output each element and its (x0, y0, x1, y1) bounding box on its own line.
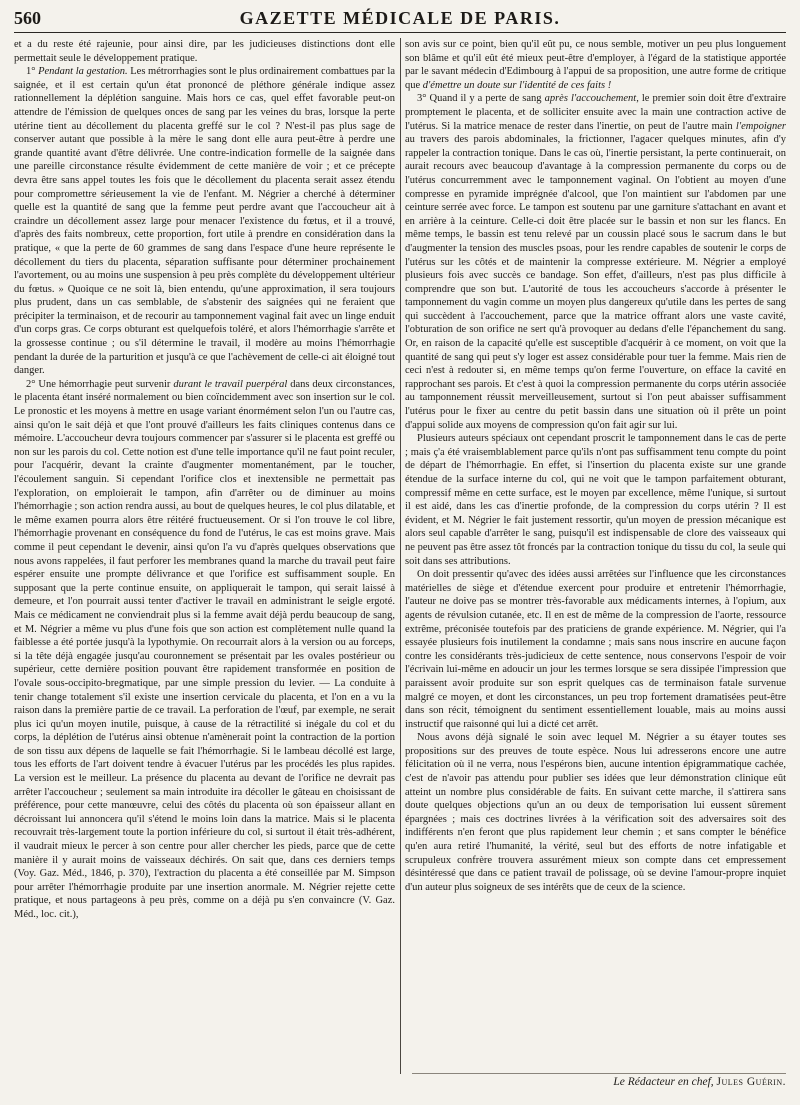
journal-title: GAZETTE MÉDICALE DE PARIS. (239, 8, 561, 28)
paragraph-text: son avis sur ce point, bien qu'il eût pu, ce nous semble, motiver un peu plus longuement son blâme et qu'il eût été mieux peut-être d'employer, à l'égard de la statistique apportée par le savant médecin d'Edimbourg à l'appui de sa proposition, une autre forme de critique que (405, 39, 786, 91)
section-heading-after-delivery: après l'accouchement (544, 93, 637, 105)
paragraph-number: 1° (26, 66, 39, 78)
section-heading-gestation: Pendant la gestation. (38, 66, 128, 78)
page-number: 560 (14, 8, 41, 28)
paragraph-continuation (405, 38, 786, 92)
paragraph-tamponnement: Plusieurs auteurs spéciaux ont cependant proscrit le tamponnement dans le cas de perte ; mais ç'a été vraisemblablement parce qu'ils n'ont pas suffisamment tenu compte du point de départ de l'hémorrhagie. En effet, si l'insertion du placenta existe sur une grande étendue de la surface interne du col, qui ne voit que le tampon parfaitement obturant, compressif même en cette surface, est le moyen par excellence, même l'unique, si surtout il est aidé, dans les cas d'inertie profonde, de la compression du corps utérin ? Il est évident, et M. Négrier le fait justement ressortir, qu'un moyen de pression mécanique est alors seul capable d'arrêter le sang, puisqu'il est indispensable de clore des vaisseaux qui ne peuvent pas être assez tôt froncés par la contraction tonique du tissu du col, la seule qui soit dans ses attributions. (405, 433, 786, 567)
paragraph-after-delivery (405, 92, 786, 432)
emphasis-text: d'émettre un doute sur l'identité de ces faits ! (422, 79, 612, 91)
article-columns (14, 38, 786, 1074)
section-heading-labour: durant le travail puerpéral (173, 378, 288, 390)
paragraph-text: 2° Une hémorrhagie peut survenir (26, 378, 174, 390)
left-column (14, 38, 395, 1074)
paragraph-text: Les métrorrhagies sont le plus ordinairement combattues par la saignée, et il est certain qu'un état prononcé de pléthore générale indique assez rationnellement la déplétion sanguine. Mais hors ce cas, quel effet favorable peut-on attendre de l'émission de quelques onces de sang par les veines du bras, lorsque la perte utérine tient au décollement du placenta greffé sur le col ? N'est-il pas plus sage de conserver autant que possible à la mère le sang dont elle aura peut-être à perdre une grande quantité avant d'être délivrée. Une contre-indication formelle de la saignée dans une pareille circonstance résulte évidemment de cette manière de voir ; et ce précepte devra être sans appel toutes les fois que le décollement du placenta serait assez étendu pour compromettre sérieusement la vie de l'enfant. M. Négrier a cherché à déterminer quelle est la quantité de sang que la femme peut perdre avant que l'accoucheur ait à craindre un décollement assez large pour menacer l'existence du fœtus, et il a trouvé, d'après des faits nombreux, cette proportion, fort utile à prendre en considération dans la pratique, « que la perte de 60 grammes de sang dans l'espace d'une heure représente le décollement du tiers du placenta, séparation suffisante pour déterminer prochainement l'avortement, ou au moins une suspension à peu près complète du développement ultérieur du fœtus. » Quoique ce ne soit là, bien entendu, qu'une approximation, il sera toujours plus prudent, dans un cas semblable, de s'abstenir des saignées qui ne feraient que précipiter la terminaison, et de recourir au tamponnement vaginal fait avec un linge enduit d'un corps gras. Ce corps obturant est quelquefois toléré, et alors l'hémorrhagie s'arrête et la grossesse continue ; ou s'il détermine le travail, il modère au moins l'hémorrhagie pendant la durée de la parturition et jusqu'à ce que l'achèvement de celle-ci ait éloigné tout danger. (14, 66, 395, 377)
signature-role: Le Rédacteur en chef, (613, 1076, 714, 1088)
masthead (14, 8, 786, 33)
paragraph-text: dans deux circonstances, le placenta étant inséré normalement ou bien coïncidemment avec son insertion sur le col. Le pronostic et les moyens à mettre en usage variant énormément selon l'un ou l'autre cas, ainsi qu'on le sait déjà et que l'ont prouvé d'ailleurs les faits cliniques contenus dans ce mémoire. L'accoucheur devra toujours commencer par s'assurer si le placenta est greffé ou non sur les parois du col. Cette notion est d'une telle importance qu'il ne faut point reculer, pour l'acquérir, devant la crainte d'augmenter momentanément, par le toucher, l'écoulement sanguin. Si cependant l'orifice clos et inextensible ne permettait pas l'exploration, on emploierait le tampon, afin d'arrêter ou de diminuer au moins l'hémorrhagie ; son action rendra aussi, au bout de quelques heures, le col plus dilatable, et le même examen pourra alors être réitéré fructueusement. Or si l'on trouve le col libre, l'hémorrhagie provenant en conséquence du fond de l'utérus, le cas est moins grave. Mais comme il peut cependant le devenir, ainsi qu'on l'a vu d'après quelques observations que nous avons rappelées, il faut perforer les membranes quand la marche du travail peut faire espérer ensuite une prompte délivrance et que l'orifice est suffisamment souple. En supposant que la perte continue ensuite, on appliquerait le tampon, qui serait laissé à demeure, et l'on pourrait aussi tenter d'activer le travail en administrant le seigle ergoté. Mais ce médicament ne conviendrait plus si la femme avait déjà perdu beaucoup de sang, et M. Négrier a même vu plus d'une fois que son action est complètement nulle quand la faiblesse a été portée jusqu'à la lypothymie. On recourrait alors à la version ou au forceps, si la tête déjà engagée jusqu'au couronnement se présentait par les ovales postérieur ou supérieur, cette dernière position pouvant être rapidement transformée en position de l'ovale sous-occipito-bregmatique, par une simple pression du levier. — La conduite à tenir change totalement s'il existe une insertion cervicale du placenta, et l'on en a vu la raison dans la première partie de ce travail. La perforation de l'œuf, par exemple, ne serait plus ici qu'un moyen inutile, puisque, à cause de la rétractilité si inégale du col et du corps, la déplétion de l'utérus ainsi obtenue n'amènerait point la contraction de la portion de son tissu aux dépens de laquelle se fait l'hémorrhagie. Si le lambeau décollé est large, tous les efforts de l'art doivent tendre à évacuer l'utérus par les procédés les plus rapides. La version est le meilleur. La présence du placenta au devant de l'orifice ne devrait pas arrêter l'accoucheur ; seulement sa main introduite ira décoller le gâteau en choisissant de préférence, pour cette manœuvre, celui des côtés du placenta où son épaisseur allant en décroissant lui annoncera qu'il s'étend le moins loin dans la matrice. Mais si le placenta recouvrait très-largement toute la portion inférieure du col, si surtout il était très-adhérent, il vaudrait mieux le percer à son centre pour aller chercher les pieds, parce que de cette manière il y aurait moins de vaisseaux déchirés. On sait que, dans ces derniers temps (Voy. Gaz. Méd., 1846, p. 370), l'extraction du placenta a été conseillée par M. Simpson pour arrêter l'hémorrhagie produite par une insertion anormale. M. Négrier rejette cette pratique, et nous partageons à peu près, comme on a déjà pu s'en convaincre (V. Gaz. Méd., loc. cit.), (14, 378, 395, 920)
paragraph-text: , le premier soin doit être d'extraire promptement le placenta, et de solliciter ensuite avec la main une contraction active de l'utérus. Si la matrice menace de rester dans l'inertie, on peut de l'autre main (405, 93, 786, 132)
paragraph-gestation (14, 65, 395, 378)
paragraph-labour (14, 378, 395, 922)
editor-signature (412, 1073, 786, 1088)
column-divider (400, 38, 401, 1074)
paragraph-medications: On doit pressentir qu'avec des idées aussi arrêtées sur l'influence que les circonstances matérielles de siège et d'étendue exercent pour produire et entretenir l'hémorrhagie, l'auteur ne doive pas se montrer très-favorable aux médicaments internes, à l'opium, aux agents de révulsion cutanée, etc. Il en est de même de la compression de l'aorte, ressource extrême, préconisée toutefois par des praticiens de grande expérience. M. Négrier, qui l'a essayée plusieurs fois inutilement la condamne ; mais sans nous inscrire en aucune façon contre les considérants très-judicieux de cette sentence, nous conservons l'espoir de voir l'écrivain lui-même en adoucir un jour les termes lorsque se sera dissipée l'impression que paraissent avoir produite sur son esprit quelques cas de terminaison fatale survenue malgré ce moyen, et dont les circonstances, un peu trop fortement dramatisées peut-être dans son récit, témoignent du sentiment essentiellement louable, mais au moins aussi instructif que raisonné qui lui a dicté cet arrêt. (405, 569, 786, 730)
paragraph-continuation: et a du reste été rajeunie, pour ainsi dire, par les judicieuses distinctions dont elle permettait seule le développement pratique. (14, 39, 395, 64)
emphasis-text: l'empoigner (735, 120, 786, 132)
signature-name: Jules Guérin. (716, 1076, 786, 1088)
right-column (405, 38, 786, 1074)
paragraph-conclusion: Nous avons déjà signalé le soin avec lequel M. Négrier a su étayer toutes ses propositions sur des preuves de toute espèce. Nous lui adresserons encore une autre félicitation où il ne verra, nous l'espérons bien, aucune intention épigrammatique cachée, c'est de n'avoir pas attendu pour publier ses idées que leur démonstration clinique eût atteint un nombre plus considérable de faits. En suivant cette marche, il s'attirera sans doute quelques objections qu'un an ou deux de temporisation lui eussent sûrement épargnées ; mais ces doctrines livrées à la vérification soit des adversaires soit des indifférents n'en feront que plus rapidement leur chemin ; et sans compter le bénéfice qu'en aura retiré l'humanité, la vérité, seul but des efforts de notre infatigable et scrupuleux confrère trouvera assurément mieux son compte dans cet empressement désintéressé que dans ce patient travail de polissage, où se devine l'amour-propre inquiet d'un auteur plus soigneux de ses intérêts que de ceux de la science. (405, 732, 786, 893)
paragraph-text: 3° Quand il y a perte de sang (417, 93, 545, 105)
paragraph-text: au travers des parois abdominales, la frictionner, l'agacer quelques minutes, afin d'y rappeler la contraction tonique. Dans le cas où, l'inertie persistant, la perte continuerait, on aurait recours avec beaucoup d'avantage à la compression permanente du corps ou de l'utérus concurremment avec le tamponnement vaginal. On l'obtient au moyen d'une compresse en pyramide imprégnée d'alcool, que l'on maintient sur l'abdomen par une ceinture serrée avec force. Le tampon est soutenu par une garniture s'attachant en avant et en arrière à la ceinture. Celle-ci doit être placée sur le bassin et non sur les flancs. En même temps, le bassin est tenu relevé par un coussin placé sous le sacrum dans le but d'augmenter la tension des muscles psoas, pour les rendre capables de soutenir le corps de l'utérus sur les côtés et de maintenir la compresse extérieure. M. Négrier a employé plusieurs fois avec succès ce bandage. Son effet, d'ailleurs, n'est pas plus difficile à comprendre que son but. L'autorité de tous les accoucheurs s'accorde à présenter le tamponnement du vagin comme un moyen plus dangereux qu'utile dans les pertes de sang qui succèdent à l'accouchement, parce que la matrice offrant alors une vaste cavité, l'obturation de son orifice ne sert qu'à provoquer au dedans d'elle l'épanchement du sang. Or, en raison de la capacité qu'elle est susceptible d'acquérir à ce moment, on voit que la quantité de sang qui peut s'y loger est assez considérable pour tuer la femme. Mais rien de ceci n'est à redouter si, en même temps qu'on ferme l'ouverture, on efface la cavité en rapprochant ses parois. Et c'est à quoi la compression permanente du corps utérin associée au tamponnement réussit merveilleusement, surtout si l'on peut abaisser suffisamment l'utérus pour le fixer au centre du petit bassin dans une situation où il prête un point d'appui solide aux moyens de compression qu'on fait agir sur lui. (405, 134, 786, 431)
